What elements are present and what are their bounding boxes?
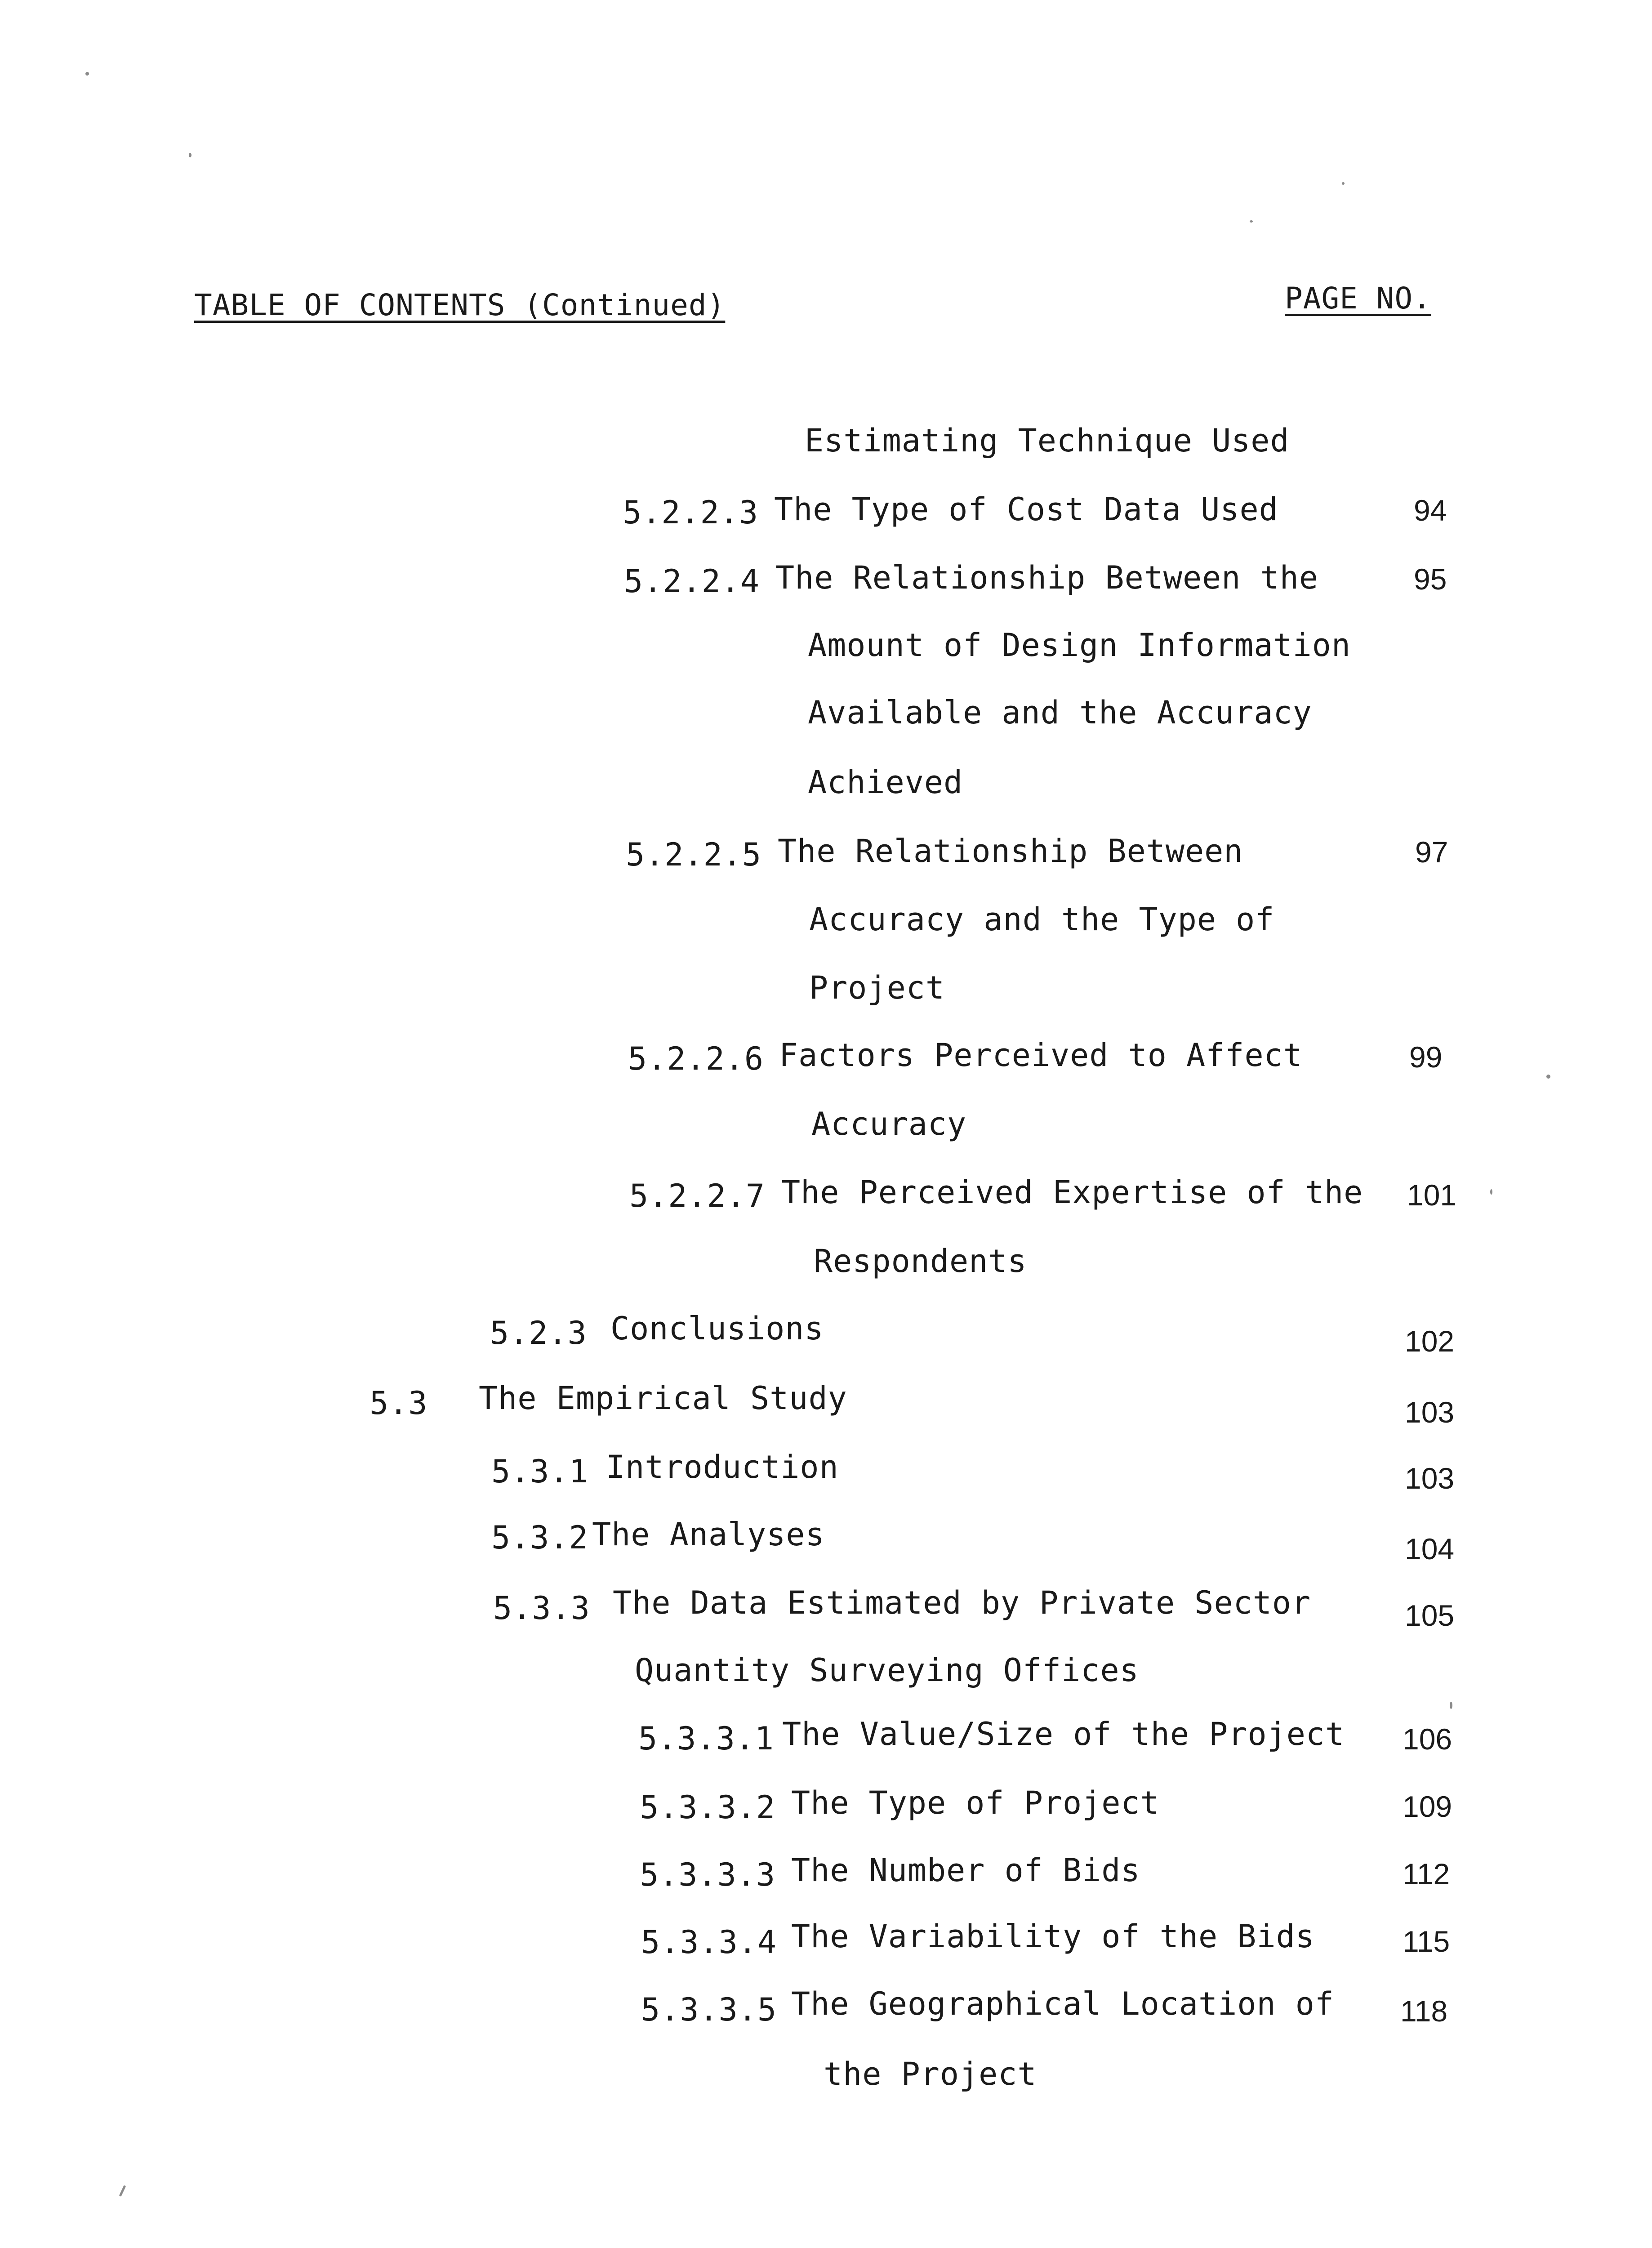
scan-speck bbox=[1250, 220, 1253, 223]
page-title: TABLE OF CONTENTS (Continued) bbox=[194, 288, 726, 322]
toc-entry-page: 105 bbox=[1405, 1599, 1455, 1632]
toc-entry-title: The Relationship Between the bbox=[775, 559, 1319, 596]
scan-speck bbox=[119, 2185, 126, 2197]
toc-entry-number: 5.2.2.5 bbox=[626, 836, 762, 873]
scan-speck bbox=[1342, 182, 1345, 185]
toc-entry-title-continued: Respondents bbox=[814, 1243, 1027, 1280]
toc-entry-title-continued: Available and the Accuracy bbox=[808, 694, 1312, 731]
toc-entry-number: 5.2.3 bbox=[490, 1315, 587, 1351]
toc-entry-title-continued: the Project bbox=[824, 2056, 1037, 2092]
toc-entry-title: The Variability of the Bids bbox=[791, 1918, 1315, 1955]
toc-entry-page: 102 bbox=[1405, 1325, 1455, 1358]
toc-entry-title-continued: Achieved bbox=[808, 764, 963, 801]
scan-speck bbox=[1450, 1702, 1452, 1709]
toc-entry-number: 5.3.3 bbox=[493, 1590, 590, 1627]
toc-entry-page: 115 bbox=[1403, 1925, 1450, 1958]
toc-entry-number: 5.2.2.3 bbox=[623, 494, 759, 531]
toc-entry-title-continued: Amount of Design Information bbox=[808, 627, 1351, 664]
toc-entry-number: 5.3.3.1 bbox=[638, 1720, 775, 1757]
toc-entry-number: 5.3.1 bbox=[491, 1453, 588, 1490]
toc-entry-title: The Value/Size of the Project bbox=[782, 1716, 1345, 1753]
toc-entry-number: 5.3.3.5 bbox=[641, 1991, 777, 2028]
toc-entry-number: 5.3 bbox=[370, 1385, 428, 1422]
toc-entry-title-continued: Accuracy bbox=[811, 1106, 967, 1142]
toc-entry-page: 101 bbox=[1407, 1178, 1457, 1212]
scan-speck bbox=[1490, 1189, 1492, 1195]
toc-entry-title: Introduction bbox=[606, 1449, 839, 1485]
toc-entry-number: 5.2.2.6 bbox=[628, 1040, 764, 1077]
toc-entry-page: 112 bbox=[1403, 1857, 1450, 1891]
toc-entry-title-continued: Quantity Surveying Offices bbox=[635, 1652, 1139, 1689]
toc-entry-title: Factors Perceived to Affect bbox=[779, 1037, 1303, 1074]
toc-entry-title-continued: Project bbox=[809, 969, 945, 1006]
toc-entry-page: 94 bbox=[1414, 494, 1447, 527]
toc-entry-page: 109 bbox=[1403, 1790, 1452, 1823]
toc-entry-title: The Analyses bbox=[592, 1516, 825, 1553]
toc-entry-page: 106 bbox=[1403, 1722, 1452, 1756]
toc-entry-title: The Perceived Expertise of the bbox=[781, 1174, 1363, 1211]
toc-entry-number: 5.2.2.7 bbox=[629, 1178, 766, 1214]
page-number-heading: PAGE NO. bbox=[1285, 281, 1431, 316]
toc-entry-number: 5.3.2 bbox=[491, 1519, 588, 1556]
toc-entry-page: 118 bbox=[1400, 1994, 1448, 2028]
scan-speck bbox=[85, 72, 89, 76]
toc-entry-number: 5.3.3.3 bbox=[640, 1856, 776, 1893]
toc-entry-title: The Type of Project bbox=[791, 1784, 1160, 1821]
toc-entry-page: 99 bbox=[1409, 1040, 1443, 1074]
toc-entry-page: 95 bbox=[1414, 562, 1447, 596]
toc-entry-title: The Relationship Between bbox=[778, 833, 1243, 870]
toc-entry-title: The Empirical Study bbox=[479, 1380, 847, 1417]
scan-speck bbox=[1546, 1075, 1550, 1079]
toc-entry-number: 5.3.3.4 bbox=[641, 1924, 777, 1961]
toc-entry-number: 5.3.3.2 bbox=[640, 1789, 776, 1826]
toc-entry-title: Conclusions bbox=[610, 1310, 824, 1347]
toc-entry-page: 103 bbox=[1405, 1396, 1455, 1429]
toc-entry-title-continued: Accuracy and the Type of bbox=[809, 901, 1275, 938]
toc-entry-page: 104 bbox=[1405, 1532, 1455, 1566]
toc-entry-title: The Geographical Location of bbox=[791, 1985, 1335, 2022]
toc-entry-title: Estimating Technique Used bbox=[805, 422, 1290, 459]
scan-speck bbox=[189, 153, 191, 157]
toc-entry-page: 97 bbox=[1415, 835, 1448, 869]
toc-entry-number: 5.2.2.4 bbox=[624, 563, 760, 600]
toc-entry-page: 103 bbox=[1405, 1462, 1455, 1495]
toc-entry-title: The Number of Bids bbox=[791, 1852, 1140, 1889]
toc-entry-title: The Data Estimated by Private Sector bbox=[613, 1584, 1311, 1621]
toc-entry-title: The Type of Cost Data Used bbox=[774, 491, 1278, 528]
